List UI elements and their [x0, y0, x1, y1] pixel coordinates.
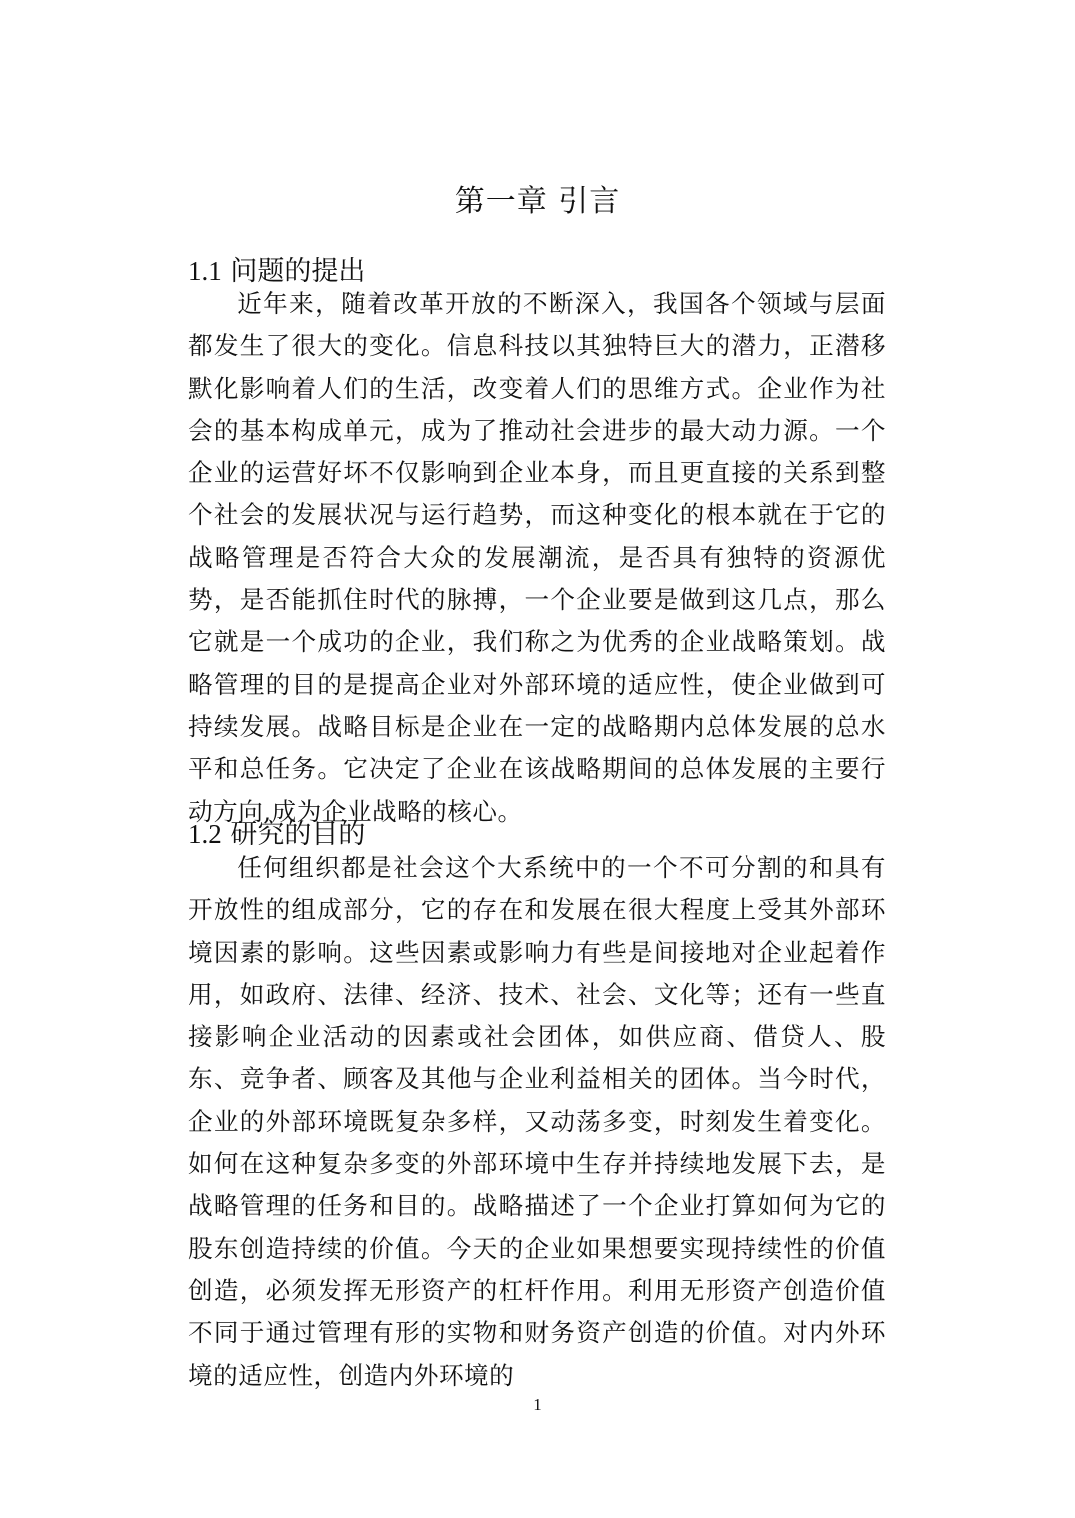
page-number: 1: [533, 1395, 542, 1414]
section-title: 问题的提出: [230, 256, 366, 288]
section-number: 1.1: [188, 256, 222, 287]
paragraph-research-purpose: 任何组织都是社会这个大系统中的一个不可分割的和具有开放性的组成部分，它的存在和发展在很大程度上受其外部环境因素的影响。这些因素或影响力有些是间接地对企业起着作用，如政府、法律、经济、技术、社会、文化等；还有一些直接影响企业活动的因素或社会团体，如供应商、借贷人、股东、竞争者、顾客及其他与企业利益相关的团体。当今时代，企业的外部环境既复杂多样，又动荡多变，时刻发生着变化。如何在这种复杂多变的外部环境中生存并持续地发展下去，是战略管理的任务和目的。战略描述了一个企业打算如何为它的股东创造持续的价值。今天的企业如果想要实现持续性的价值创造，必须发挥无形资产的杠杆作用。利用无形资产创造价值不同于通过管理有形的实物和财务资产创造的价值。对内外环境的适应性，创造内外环境的: [188, 853, 886, 1390]
section-number: 1.2: [188, 819, 222, 850]
section-title: 研究的目的: [230, 819, 366, 851]
chapter-title: 第一章 引言: [454, 184, 621, 220]
paragraph-problem-statement: 近年来，随着改革开放的不断深入，我国各个领域与层面都发生了很大的变化。信息科技以其独特巨大的潜力，正潜移默化影响着人们的生活，改变着人们的思维方式。企业作为社会的基本构成单元，成为了推动社会进步的最大动力源。一个企业的运营好坏不仅影响到企业本身，而且更直接的关系到整个社会的发展状况与运行趋势，而这种变化的根本就在于它的战略管理是否符合大众的发展潮流，是否具有独特的资源优势，是否能抓住时代的脉搏，一个企业要是做到这几点，那么它就是一个成功的企业，我们称之为优秀的企业战略策划。战略管理的目的是提高企业对外部环境的适应性，使企业做到可持续发展。战略目标是企业在一定的战略期内总体发展的总水平和总任务。它决定了企业在该战略期间的总体发展的主要行动方向,成为企业战略的核心。: [188, 289, 886, 826]
